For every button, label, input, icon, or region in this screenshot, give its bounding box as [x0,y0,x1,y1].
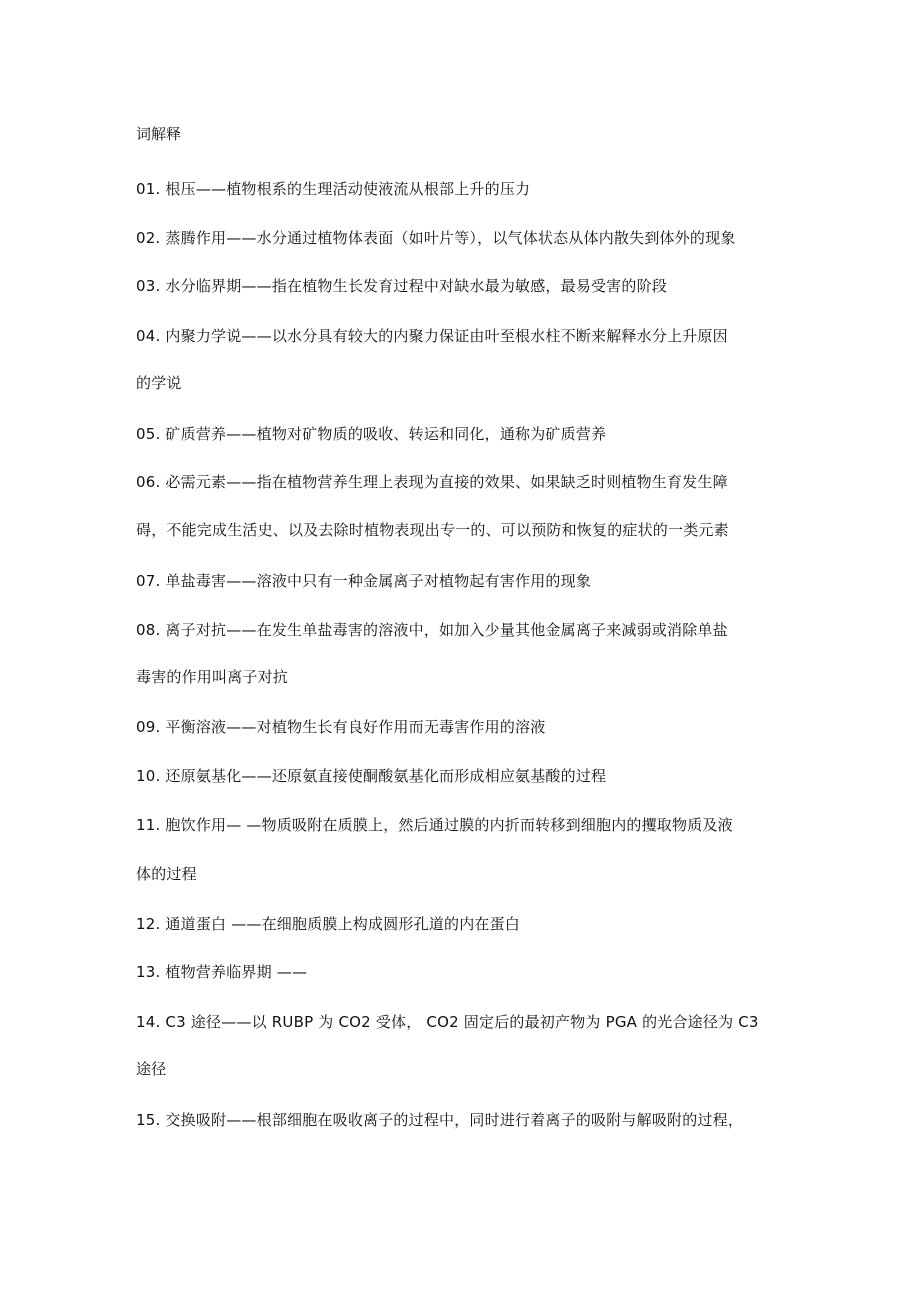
term-line-10: 10. 还原氨基化——还原氨直接使酮酸氨基化而形成相应氨基酸的过程 [136,767,607,785]
term-line-08-cont: 毒害的作用叫离子对抗 [136,668,289,686]
term-line-04-cont: 的学说 [136,374,182,392]
term-line-06: 06. 必需元素——指在植物营养生理上表现为直接的效果、如果缺乏时则植物生育发生障 [136,473,728,491]
term-line-14-cont: 途径 [136,1060,167,1078]
term-line-14: 14. C3 途径——以 RUBP 为 CO2 受体， CO2 固定后的最初产物为 PGA 的光合途径为 C3 [136,1013,759,1031]
term-line-01: 01. 根压——植物根系的生理活动使液流从根部上升的压力 [136,180,531,198]
term-line-03: 03. 水分临界期——指在植物生长发育过程中对缺水最为敏感，最易受害的阶段 [136,277,668,295]
term-line-11-cont: 体的过程 [136,865,197,883]
document-heading: 词解释 [136,125,182,143]
term-line-08: 08. 离子对抗——在发生单盐毒害的溶液中，如加入少量其他金属离子来减弱或消除单盐 [136,621,728,639]
term-line-06-cont: 碍，不能完成生活史、以及去除时植物表现出专一的、可以预防和恢复的症状的一类元素 [136,521,729,539]
term-line-11: 11. 胞饮作用— —物质吸附在质膜上，然后通过膜的内折而转移到细胞内的攫取物质及液 [136,816,733,834]
term-line-09: 09. 平衡溶液——对植物生长有良好作用而无毒害作用的溶液 [136,718,546,736]
term-line-13: 13. 植物营养临界期 —— [136,963,308,981]
term-line-02: 02. 蒸腾作用——水分通过植物体表面（如叶片等），以气体状态从体内散失到体外的现象 [136,229,736,247]
term-line-07: 07. 单盐毒害——溶液中只有一种金属离子对植物起有害作用的现象 [136,572,592,590]
term-line-04: 04. 内聚力学说——以水分具有较大的内聚力保证由叶至根水柱不断来解释水分上升原因 [136,327,728,345]
term-line-12: 12. 通道蛋白 ——在细胞质膜上构成圆形孔道的内在蛋白 [136,915,520,933]
term-line-05: 05. 矿质营养——植物对矿物质的吸收、转运和同化，通称为矿质营养 [136,425,607,443]
term-line-15: 15. 交换吸附——根部细胞在吸收离子的过程中，同时进行着离子的吸附与解吸附的过程， [136,1111,744,1129]
